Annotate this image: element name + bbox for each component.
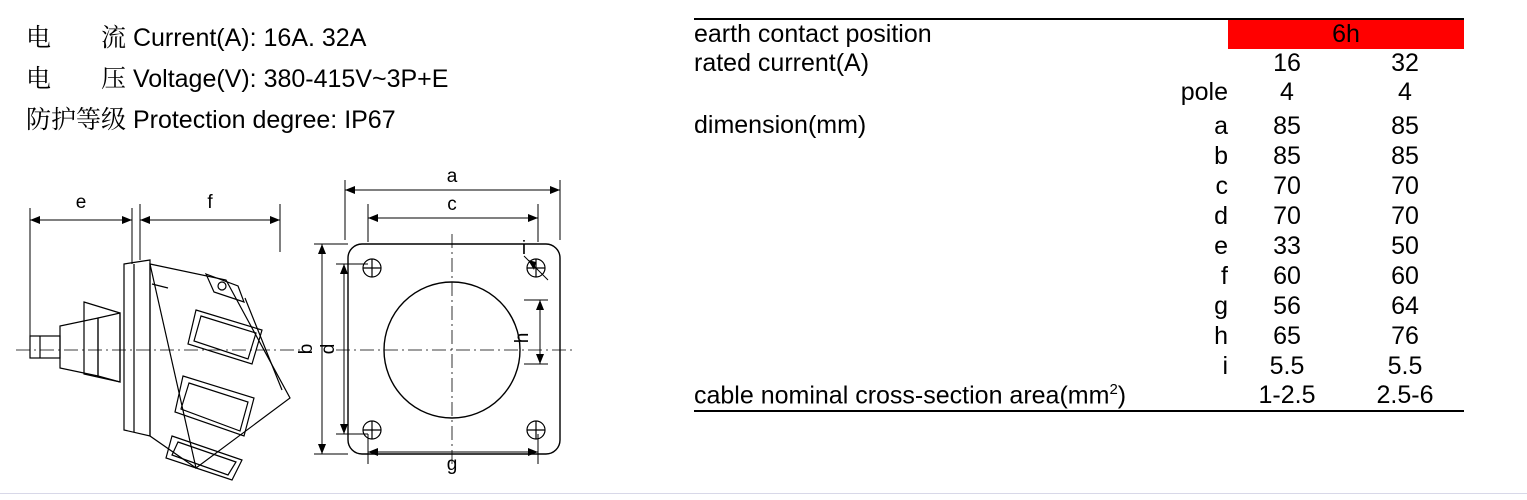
dim-letter-d: d bbox=[1214, 202, 1228, 230]
dim-label-i: i bbox=[521, 238, 527, 259]
dim-i-32: 5.5 bbox=[1387, 352, 1423, 380]
dim-f-16: 60 bbox=[1273, 262, 1301, 290]
dim-b-16: 85 bbox=[1273, 142, 1301, 170]
cable-label-post: ) bbox=[1117, 381, 1127, 410]
dim-letter-i: i bbox=[1222, 352, 1228, 380]
specification-table bbox=[694, 18, 1464, 412]
dim-e-32: 50 bbox=[1391, 232, 1419, 260]
dim-letter-b: b bbox=[1214, 142, 1228, 170]
cable-label bbox=[694, 381, 1228, 411]
dimension-block bbox=[694, 107, 1228, 381]
table-row-cable bbox=[694, 381, 1464, 411]
dim-e-16: 33 bbox=[1273, 232, 1301, 260]
dim-letter-c: c bbox=[1215, 172, 1228, 200]
cable-label-sup: 2 bbox=[1109, 381, 1118, 398]
dim-f-32: 60 bbox=[1391, 262, 1419, 290]
page-bottom-divider bbox=[0, 493, 1527, 494]
dim-label-d: d bbox=[318, 343, 339, 355]
rated-current-label: rated current(A) bbox=[694, 49, 870, 77]
dim-b-32: 85 bbox=[1391, 142, 1419, 170]
earth-contact-position-label: earth contact position bbox=[694, 19, 1228, 49]
dim-c-16: 70 bbox=[1273, 172, 1301, 200]
dimension-values-16 bbox=[1228, 107, 1346, 381]
earth-contact-position-value: 6h bbox=[1228, 19, 1464, 49]
dim-g-32: 64 bbox=[1391, 292, 1419, 320]
dim-letter-f: f bbox=[1221, 262, 1228, 290]
dim-h-16: 65 bbox=[1273, 322, 1301, 350]
dimension-label: dimension(mm) bbox=[694, 111, 867, 139]
dim-i-16: 5.5 bbox=[1269, 352, 1305, 380]
rated-current-value-16: 16 bbox=[1273, 49, 1301, 77]
cable-value-16: 1-2.5 bbox=[1228, 381, 1346, 411]
table-row-dimension bbox=[694, 107, 1464, 381]
dim-label-c: c bbox=[447, 194, 457, 215]
dim-d-32: 70 bbox=[1391, 202, 1419, 230]
spec-protection-degree: 防护等级 Protection degree: IP67 bbox=[26, 106, 396, 134]
cable-value-32: 2.5-6 bbox=[1346, 381, 1464, 411]
dim-label-f: f bbox=[207, 192, 213, 213]
dim-d-16: 70 bbox=[1273, 202, 1301, 230]
specification-list bbox=[26, 18, 646, 141]
dim-letter-g: g bbox=[1214, 292, 1228, 320]
spec-voltage: 电 压 Voltage(V): 380-415V~3P+E bbox=[26, 65, 449, 93]
dim-label-h: h bbox=[512, 332, 533, 344]
dimension-values-32 bbox=[1346, 107, 1464, 381]
dim-a-32: 85 bbox=[1391, 112, 1419, 140]
pole-value-2: 4 bbox=[1398, 78, 1412, 106]
dim-c-32: 70 bbox=[1391, 172, 1419, 200]
dim-label-e: e bbox=[75, 192, 87, 213]
dim-label-g: g bbox=[446, 454, 458, 475]
cable-label-pre: cable nominal cross-section area(mm bbox=[694, 381, 1110, 410]
dim-g-16: 56 bbox=[1273, 292, 1301, 320]
dimension-letters bbox=[1168, 107, 1228, 381]
dim-label-b: b bbox=[296, 343, 317, 355]
product-technical-drawing bbox=[0, 168, 680, 488]
table-row-pole bbox=[694, 78, 1464, 107]
table-row-rated-current bbox=[694, 49, 1464, 78]
rated-current-value-32: 32 bbox=[1391, 49, 1419, 77]
spec-current: 电 流 Current(A): 16A. 32A bbox=[26, 24, 367, 52]
dim-h-32: 76 bbox=[1391, 322, 1419, 350]
pole-label: pole bbox=[1180, 78, 1228, 106]
dim-label-a: a bbox=[446, 168, 458, 187]
pole-value-1: 4 bbox=[1280, 78, 1294, 106]
dim-letter-e: e bbox=[1214, 232, 1228, 260]
dim-letter-h: h bbox=[1214, 322, 1228, 350]
dim-letter-a: a bbox=[1214, 112, 1228, 140]
left-panel bbox=[0, 0, 680, 500]
table-row-earth-contact bbox=[694, 19, 1464, 49]
dim-a-16: 85 bbox=[1273, 112, 1301, 140]
